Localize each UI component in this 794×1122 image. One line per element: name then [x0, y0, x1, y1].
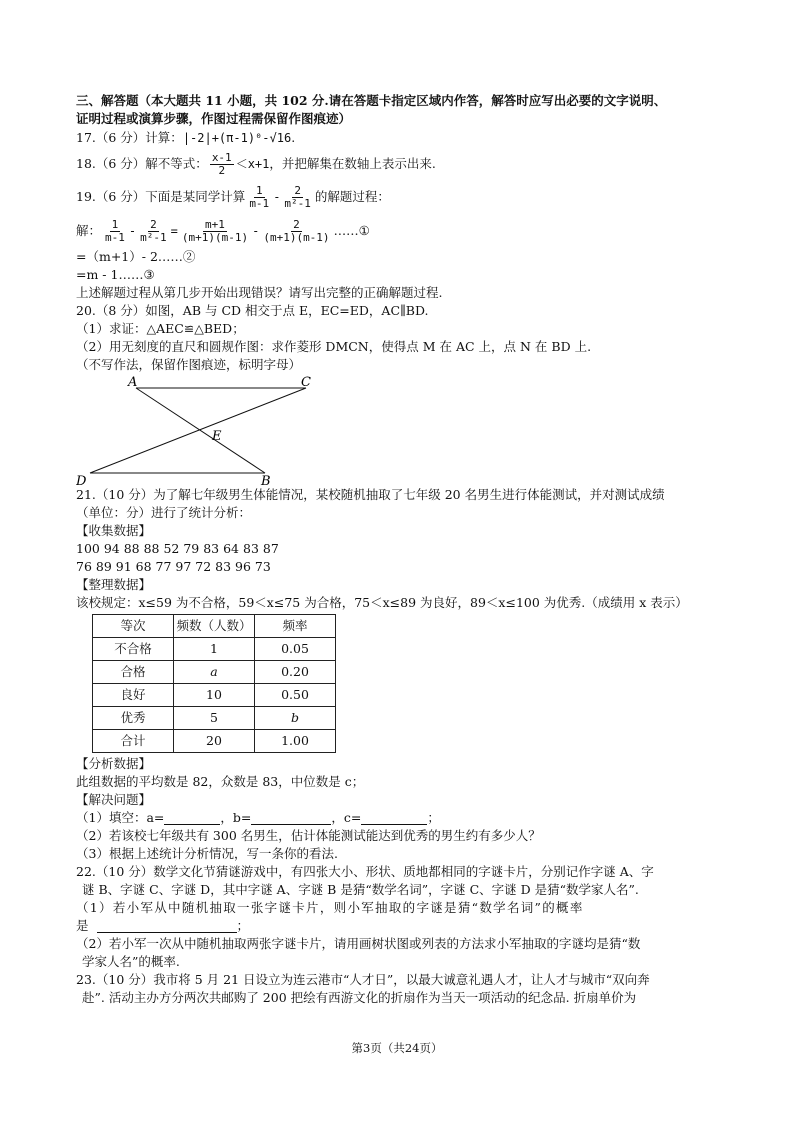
- q21-collect-title: 【收集数据】: [76, 522, 152, 538]
- q23-line-1: 23.（10 分）我市将 5 月 21 日设立为连云港市“人才日”，以最大诚意礼遇人才，让人才与城市“双向奔: [76, 971, 650, 987]
- q18-numerator: x-1: [211, 150, 232, 164]
- q19-f1-numerator: 1: [255, 183, 263, 197]
- q19-sol-f4-numerator: 2: [293, 217, 300, 231]
- answer-blank-c[interactable]: [361, 812, 427, 825]
- q19-step1-mark: ……①: [333, 222, 370, 238]
- q19-sol-f2-numerator: 2: [150, 217, 157, 231]
- question-18: [76, 148, 726, 180]
- table-cell: 0.20: [255, 661, 336, 684]
- q21-data-row-2: 76 89 91 68 77 97 72 83 96 73: [76, 558, 271, 574]
- q18-fraction: [210, 152, 234, 176]
- table-cell: 合格: [93, 661, 174, 684]
- answer-blank-probability[interactable]: [97, 920, 237, 933]
- exam-page: [76, 92, 726, 1007]
- question-19: [76, 180, 726, 214]
- table-cell: b: [255, 707, 336, 730]
- q21-fill-in: [76, 809, 726, 827]
- q20-note: （不写作法，保留作图痕迹，标明字母）: [76, 356, 302, 372]
- q20-line-1: 20.（8 分）如图，AB 与 CD 相交于点 E，EC=ED，AC∥BD.: [76, 302, 429, 318]
- table-cell: 1.00: [255, 730, 336, 753]
- q18-prefix: 18.（6 分）解不等式：: [76, 155, 208, 171]
- q22-part-1: （1）若小军从中随机抽取一张字谜卡片，则小军抽取的字谜是猜“数学名词”的概率: [76, 899, 584, 915]
- q19-sol-minus: -: [128, 223, 137, 238]
- table-header: 频率: [255, 615, 336, 638]
- q22-part-2-cont: 学家人名”的概率.: [82, 953, 180, 969]
- table-cell: 20: [174, 730, 255, 753]
- q20-part-1: （1）求证：△AEC≌△BED；: [76, 320, 245, 336]
- q18-suffix: ，并把解集在数轴上表示出来.: [269, 155, 436, 171]
- q19-f2-denominator: m²-1: [284, 196, 311, 210]
- table-row: [93, 661, 336, 684]
- q19-f1-denominator: m-1: [249, 196, 270, 210]
- segment-ab: [136, 388, 265, 473]
- frequency-table: [92, 614, 336, 753]
- label-b: B: [261, 474, 271, 486]
- label-a: A: [128, 375, 138, 390]
- q19-f2-numerator: 2: [294, 183, 301, 197]
- q22-part-2: （2）若小军一次从中随机抽取两张字谜卡片，请用画树状图或列表的方法求小军抽取的字谜均是猜“数: [76, 935, 641, 951]
- q19-question: 上述解题过程从第几步开始出现错误？请写出完整的正确解题过程.: [76, 284, 443, 300]
- q19-solution-label: 解：: [76, 222, 102, 238]
- q19-fraction-2: [282, 185, 313, 209]
- table-cell: 0.05: [255, 638, 336, 661]
- q19-sol-fraction-3: [180, 219, 250, 243]
- q17-prefix: 17.（6 分）计算：: [76, 129, 183, 145]
- q22-part-1-answer: 是 ；: [76, 917, 250, 933]
- table-cell: 优秀: [93, 707, 174, 730]
- q20-geometry-figure: [76, 374, 336, 486]
- table-row: [93, 638, 336, 661]
- q20-part-2: （2）用无刻度的直尺和圆规作图：求作菱形 DMCN，使得点 M 在 AC 上，点 N 在 BD 上.: [76, 338, 592, 354]
- q23-line-2: 赴”. 活动主办方分两次共邮购了 200 把绘有西游文化的折扇作为当天一项活动的纪念品. 折扇单价为: [82, 989, 637, 1005]
- fill-end: ；: [427, 809, 440, 825]
- q19-sol-f3-numerator: m+1: [205, 217, 225, 231]
- q21-part-3: （3）根据上述统计分析情况，写一条你的看法.: [76, 845, 338, 861]
- answer-blank-b[interactable]: [251, 812, 331, 825]
- q19-sol-f4-denominator: (m+1)(m-1): [263, 230, 330, 244]
- table-header-row: [93, 615, 336, 638]
- fill-b-label: ，b=: [220, 809, 252, 825]
- q19-sol-f2-denominator: m²-1: [140, 230, 167, 244]
- q21-part-2: （2）若该校七年级共有 300 名男生，估计体能测试能达到优秀的男生约有多少人？: [76, 827, 541, 843]
- table-header: 频数（人数）: [174, 615, 255, 638]
- table-cell: 0.50: [255, 684, 336, 707]
- answer-blank-a[interactable]: [164, 812, 220, 825]
- q19-fraction-1: [247, 185, 271, 209]
- q19-suffix: 的解题过程：: [314, 188, 390, 204]
- q19-sol-minus-2: -: [252, 223, 260, 238]
- page-footer: 第3页（共24页）: [351, 1041, 443, 1055]
- q21-rule: 该校规定：x≤59 为不合格，59＜x≤75 为合格，75＜x≤89 为良好，89＜x≤100 为优秀.（成绩用 x 表示）: [76, 594, 688, 610]
- q19-sol-fraction-1: [103, 219, 127, 243]
- q21-line-2: （单位：分）进行了统计分析：: [76, 504, 252, 520]
- q21-organize-title: 【整理数据】: [76, 576, 152, 592]
- table-row: [93, 684, 336, 707]
- q21-analyze-title: 【分析数据】: [76, 755, 152, 771]
- table-header: 等次: [93, 615, 174, 638]
- q22-answer-label: 是: [76, 917, 89, 933]
- table-row: [93, 730, 336, 753]
- q19-solution-step2: =（m+1）- 2……②: [76, 248, 196, 264]
- q22-line-2: 谜 B、字谜 C、字谜 D，其中字谜 A、字谜 B 是猜“数学名词”，字谜 C、字谜 D 是猜“数学家人名”.: [82, 881, 639, 897]
- q19-solution-step1: 解： $\frac{1}{m-1}$ - $\frac{2}{\text{m²-1}}$ = $\frac{m+1}{(m+1)(m-1)}$ - $\frac{2}{(m+1)(m-1)}$ ……①: [76, 217, 370, 244]
- q17-expression: |-2|+(π-1)⁰-√16: [182, 130, 292, 145]
- q19-sol-fraction-4: [261, 219, 331, 243]
- table-cell: a: [174, 661, 255, 684]
- q19-solution-step3: =m - 1……③: [76, 266, 155, 282]
- q17-suffix: .: [291, 129, 296, 145]
- q19-sol-f1-denominator: m-1: [105, 230, 125, 244]
- table-cell: 1: [174, 638, 255, 661]
- q19-sol-f1-numerator: 1: [111, 217, 119, 231]
- q19-sol-fraction-2: [138, 219, 169, 243]
- table-cell: 良好: [93, 684, 174, 707]
- fill-a-label: （1）填空：a=: [76, 809, 165, 825]
- q21-solve-title: 【解决问题】: [76, 791, 152, 807]
- q22-line-1: 22.（10 分）数学文化节猜谜游戏中，有四张大小、形状、质地都相同的字谜卡片，分别记作字谜 A、字: [76, 863, 654, 879]
- table-cell: 不合格: [93, 638, 174, 661]
- q21-line-1: 21.（10 分）为了解七年级男生体能情况，某校随机抽取了七年级 20 名男生进行体能测试，并对测试成绩: [76, 486, 665, 502]
- q18-rhs: ＜x+1: [235, 156, 270, 171]
- section-heading-cont: 证明过程或演算步骤，作图过程需保留作图痕迹）: [76, 110, 352, 126]
- q19-prefix: 19.（6 分）下面是某同学计算: [76, 188, 246, 204]
- table-row: [93, 707, 336, 730]
- fill-c-label: ，c=: [331, 809, 362, 825]
- q19-sol-f3-denominator: (m+1)(m-1): [181, 230, 249, 244]
- question-17: [76, 128, 726, 148]
- segment-cd: [90, 388, 306, 473]
- label-e: E: [212, 429, 222, 444]
- label-d: D: [76, 474, 87, 486]
- label-c: C: [301, 375, 311, 390]
- table-cell: 10: [174, 684, 255, 707]
- table-cell: 5: [174, 707, 255, 730]
- q19-minus: -: [273, 189, 281, 204]
- table-cell: 合计: [93, 730, 174, 753]
- section-heading: 三、解答题（本大题共 11 小题，共 102 分.请在答题卡指定区域内作答，解答时应写出必要的文字说明、: [76, 92, 667, 108]
- q18-denominator: 2: [218, 163, 226, 177]
- q21-analyze: 此组数据的平均数是 82，众数是 83，中位数是 c；: [76, 773, 365, 789]
- q21-data-row-1: 100 94 88 88 52 79 83 64 83 87: [76, 540, 279, 556]
